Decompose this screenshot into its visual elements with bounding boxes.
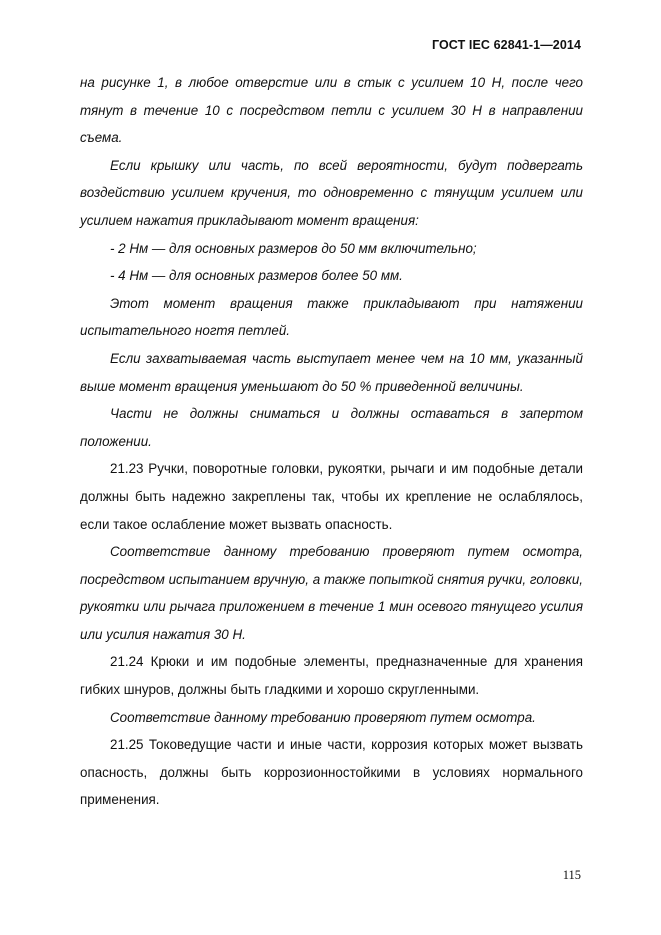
list-item-2nm: - 2 Нм — для основных размеров до 50 мм включительно; (110, 240, 477, 256)
compliance-21-23: Соответствие данному требованию проверяют путем осмотра, посредством испытанием вручную, а также попыткой снятия ручки, головки, рукоятки или рычага приложением в течение 1 мин осевого тянущего усилия или усилия нажатия 30 Н. (80, 544, 583, 642)
paragraph-torque-nail-loop: Этот момент вращения также прикладывают при натяжении испытательного ногтя петлей. (80, 295, 583, 339)
paragraph-reduced-torque: Если захватываемая часть выступает менее чем на 10 мм, указанный выше момент вращения уменьшают до 50 % приведенной величины. (80, 350, 583, 394)
paragraph-test-pull-continuation: на рисунке 1, в любое отверстие или в стык с усилием 10 Н, после чего тянут в течение 10 с посредством петли с усилием 30 Н в направлении съема. (80, 75, 583, 146)
standard-code: ГОСТ IEC 62841-1—2014 (431, 38, 581, 52)
clause-21-25: 21.25 Токоведущие части и иные части, коррозия которых может вызвать опасность, должны быть коррозионностойкими в условиях нормального применения. (80, 737, 583, 808)
body-text (80, 69, 583, 814)
page-number: 115 (562, 868, 581, 882)
list-item-4nm: - 4 Нм — для основных размеров более 50 мм. (110, 268, 403, 284)
clause-21-24: 21.24 Крюки и им подобные элементы, предназначенные для хранения гибких шнуров, должны быть гладкими и хорошо скругленными. (80, 654, 583, 698)
compliance-21-24: Соответствие данному требованию проверяют путем осмотра. (110, 709, 536, 725)
paragraph-torque-requirement: Если крышку или часть, по всей вероятности, будут подвергать воздействию усилием кручения, то одновременно с тянущим усилием или усилием нажатия прикладывают момент вращения: (80, 157, 583, 228)
clause-21-23: 21.23 Ручки, поворотные головки, рукоятки, рычаги и им подобные детали должны быть надежно закреплены так, чтобы их крепление не ослаблялось, если такое ослабление может вызвать опасность. (80, 461, 583, 532)
paragraph-locked-position: Части не должны сниматься и должны оставаться в запертом положении. (80, 406, 583, 449)
